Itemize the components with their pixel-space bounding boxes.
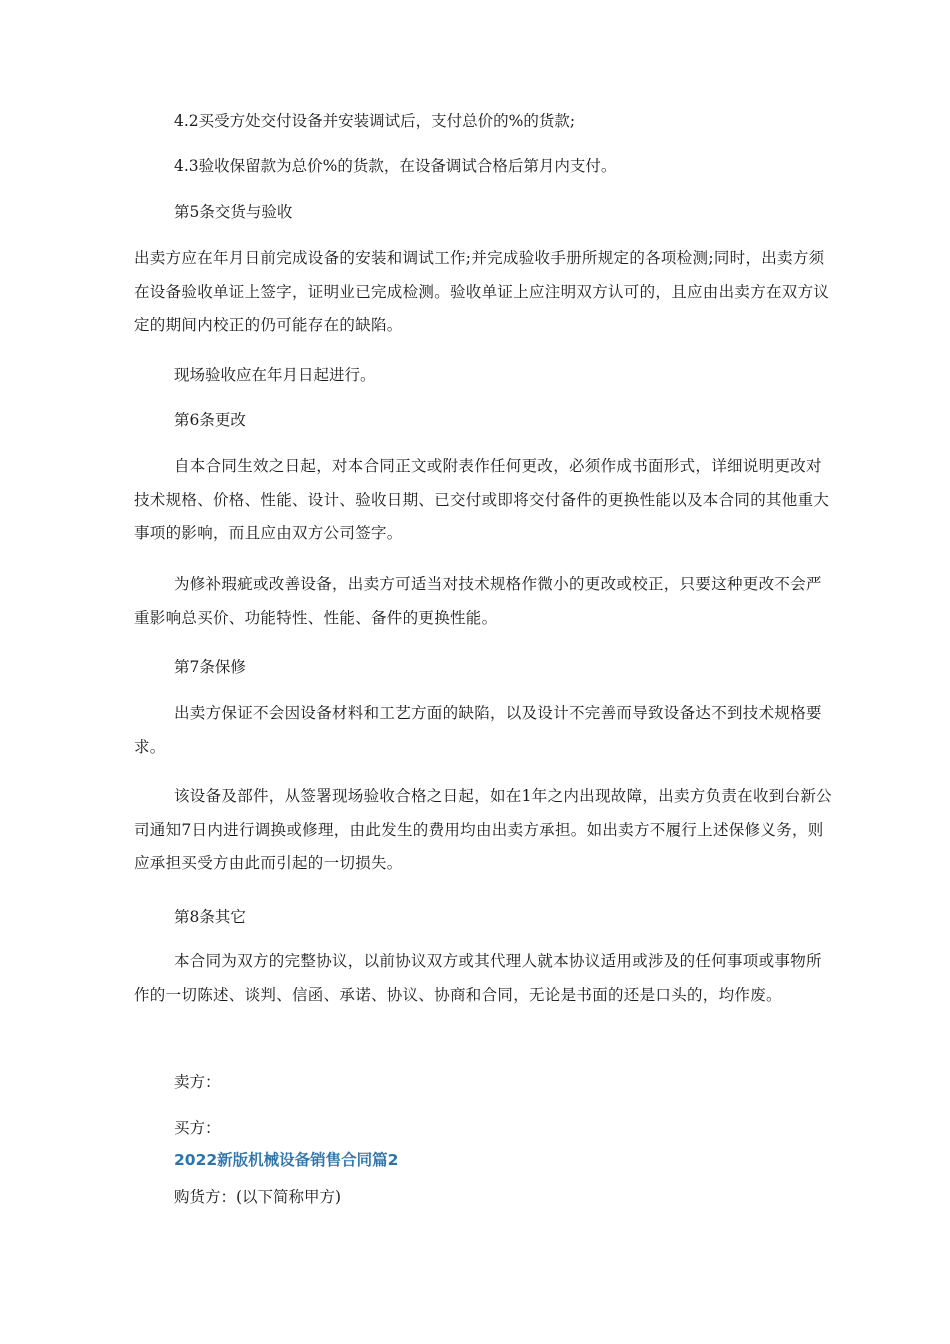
article-7-paragraph-1: 出卖方保证不会因设备材料和工艺方面的缺陷，以及设计不完善而导致设备达不到技术规格要求。 — [134, 704, 822, 756]
article-6-paragraph-1: 自本合同生效之日起，对本合同正文或附表作任何更改，必须作成书面形式，详细说明更改对技术规格、价格、性能、设计、验收日期、已交付或即将交付备件的更换性能以及本合同的其他重大事项的影响，而且应由双方公司签字。 — [134, 457, 830, 542]
seller-signature-label: 卖方： — [174, 1073, 221, 1091]
article-8-paragraph-1: 本合同为双方的完整协议，以前协议双方或其代理人就本协议适用或涉及的任何事项或事物所作的一切陈述、谈判、信函、承诺、协议、协商和合同，无论是书面的还是口头的，均作废。 — [134, 952, 822, 1004]
article-5-title: 第5条交货与验收 — [174, 203, 293, 221]
article-5-paragraph-2: 现场验收应在年月日起进行。 — [174, 366, 376, 384]
article-8-title: 第8条其它 — [174, 908, 246, 926]
clause-4-3: 4.3验收保留款为总价%的货款，在设备调试合格后第月内支付。 — [174, 157, 617, 175]
section-2-heading[interactable]: 2022新版机械设备销售合同篇2 — [174, 1151, 399, 1169]
article-7-title: 第7条保修 — [174, 658, 246, 676]
clause-4-2: 4.2买受方处交付设备并安装调试后，支付总价的%的货款; — [174, 112, 576, 130]
article-6-title: 第6条更改 — [174, 411, 246, 429]
article-7-paragraph-2: 该设备及部件，从签署现场验收合格之日起，如在1年之内出现故障，出卖方负责在收到台新公司通知7日内进行调换或修理，由此发生的费用均由出卖方承担。如出卖方不履行上述保修义务，则应承担买受方由此而引起的一切损失。 — [134, 787, 832, 872]
buyer-signature-label: 买方： — [174, 1119, 221, 1137]
purchaser-label: 购货方：(以下简称甲方) — [174, 1188, 342, 1206]
article-5-paragraph-1: 出卖方应在年月日前完成设备的安装和调试工作;并完成验收手册所规定的各项检测;同时，出卖方须在设备验收单证上签字，证明业已完成检测。验收单证上应注明双方认可的，且应由出卖方在双方议定的期间内校正的仍可能存在的缺陷。 — [134, 249, 830, 334]
article-6-paragraph-2: 为修补瑕疵或改善设备，出卖方可适当对技术规格作微小的更改或校正，只要这种更改不会严重影响总买价、功能特性、性能、备件的更换性能。 — [134, 575, 822, 627]
